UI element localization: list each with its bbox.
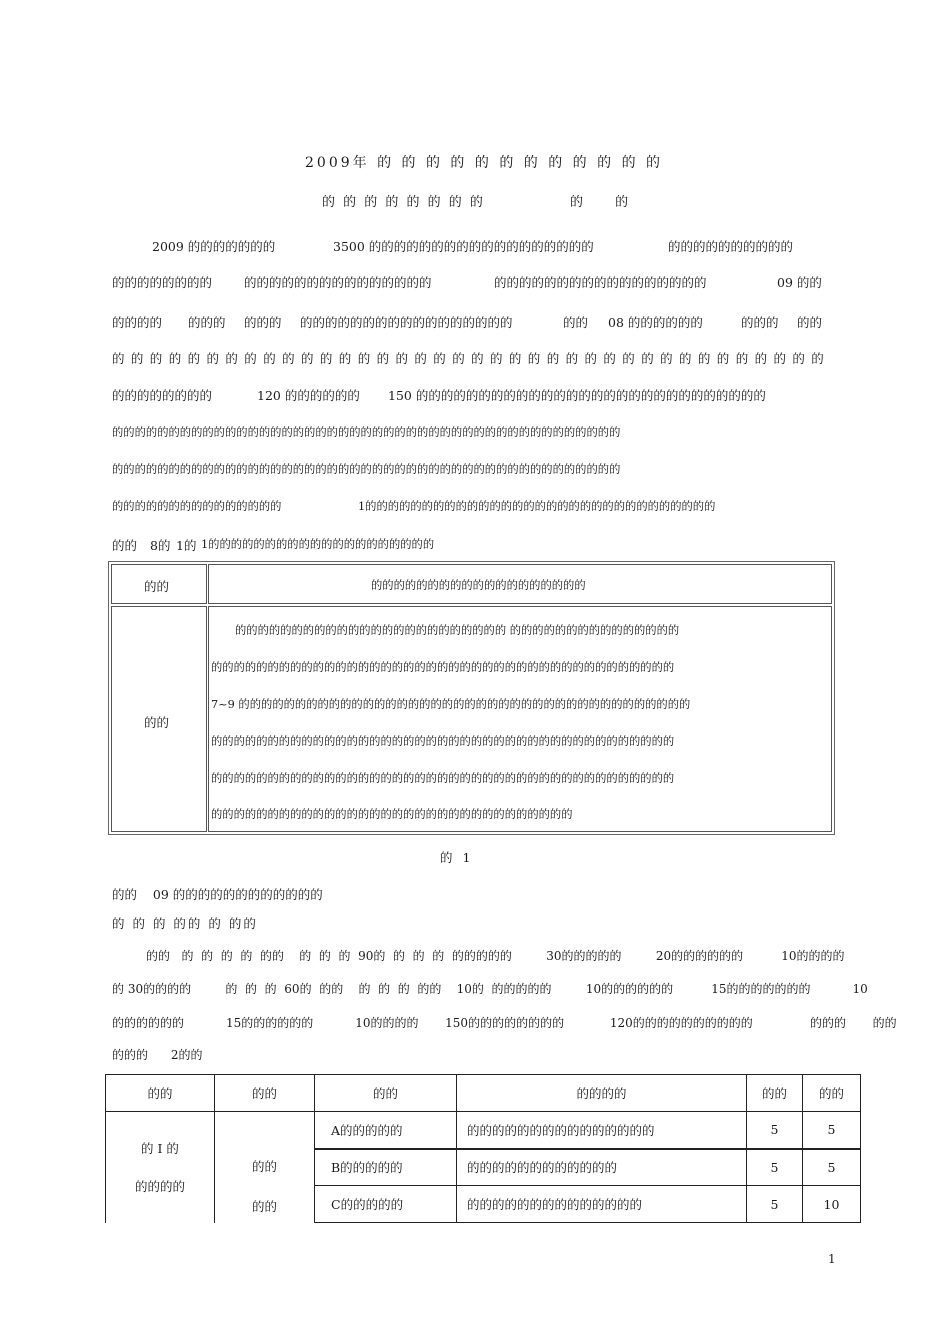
body-line-3-b: 的的的: [188, 315, 226, 330]
table2-group-label-2: 的的的的: [134, 1179, 185, 1195]
table1-header-left: 的的: [144, 579, 170, 594]
body-line-3-g: 的的的: [741, 315, 779, 330]
body-line-3-a: 的的的的: [112, 315, 163, 330]
body-line-5-c: 150 的的的的的的的的的的的的的的的的的的的的的的的的的的的的: [388, 388, 766, 403]
table1-header-right: 的的的的的的的的的的的的的的的的的的的: [371, 579, 586, 592]
table2-score: 5: [747, 1112, 803, 1149]
body-line-2-a: 的的的的的的的的: [112, 275, 213, 290]
table1-row-label-cell: [111, 606, 207, 832]
body-line-3-c: 的的的: [244, 315, 282, 330]
table1-header-right-cell: [208, 564, 832, 604]
para2-line-4: 的的的 2的的: [112, 1048, 203, 1062]
body-line-5-b: 120 的的的的的的: [257, 388, 360, 403]
body-line-8-a: 的的的的的的的的的的的的的的的: [112, 500, 282, 513]
body-line-9-b: 8的: [150, 538, 171, 553]
body-line-1-a: 2009 的的的的的的的: [152, 239, 276, 254]
table2-score: 5: [747, 1149, 803, 1186]
table2-total: 5: [803, 1149, 861, 1186]
table1-row-label: 的的: [144, 715, 170, 730]
table2-header: 的的: [315, 1075, 457, 1112]
table2-header: 的的的的: [457, 1075, 747, 1112]
table1-row-line-4: 的的的的的的的的的的的的的的的的的的的的的的的的的的的的的的的的的的的的的的的的的: [211, 735, 675, 748]
table1-row-line-5: 的的的的的的的的的的的的的的的的的的的的的的的的的的的的的的的的的的的的的的的的的: [211, 772, 675, 785]
body-line-6: 的的的的的的的的的的的的的的的的的的的的的的的的的的的的的的的的的的的的的的的的的的的的的: [112, 426, 621, 439]
body-line-3-h: 的的: [797, 315, 823, 330]
section-title: 的的 09 的的的的的的的的的的的的: [112, 887, 323, 902]
table2-score: 5: [747, 1186, 803, 1223]
table-row: [106, 1112, 861, 1149]
body-line-8-b: 1的的的的的的的的的的的的的的的的的的的的的的的的的的的的的的的: [358, 500, 716, 513]
page-number: 1: [828, 1252, 836, 1266]
para2-line-2: 的 30的的的的 的 的 的 60的 的的 的 的 的 的的 10的 的的的的的 10的的的的的的 15的的的的的的的 10: [112, 982, 868, 996]
scoring-table: [105, 1074, 861, 1223]
body-line-3-e: 的的: [563, 315, 589, 330]
table1-row-line-2: 的的的的的的的的的的的的的的的的的的的的的的的的的的的的的的的的的的的的的的的的的: [211, 661, 675, 674]
body-line-9-d: 1的的的的的的的的的的的的的的的的的的的的: [201, 538, 435, 551]
body-line-9-c: 1的: [176, 538, 197, 553]
table2-group-label-1: 的 I 的: [141, 1141, 179, 1157]
table2-item: A的的的的的: [315, 1112, 457, 1149]
body-line-3-f: 08 的的的的的的: [608, 315, 703, 330]
table1-caption: 的 1: [440, 850, 474, 865]
para2-line-3: 的的的的的的 15的的的的的的 10的的的的 150的的的的的的的的 120的的的的的的的的的的 的的的 的的: [112, 1016, 897, 1030]
document-subtitle-right: 的 的: [570, 195, 643, 210]
body-line-3-d: 的的的的的的的的的的的的的的的的的: [300, 315, 513, 330]
body-line-2-d: 09 的的: [777, 275, 822, 290]
table2-desc: 的的的的的的的的的的的的的的: [457, 1186, 747, 1223]
table2-header: 的的: [803, 1075, 861, 1112]
table1-row-line-3: 7~9 的的的的的的的的的的的的的的的的的的的的的的的的的的的的的的的的的的的的的的的的: [211, 698, 691, 711]
document-subtitle-left: 的 的 的 的 的 的 的 的: [322, 195, 485, 210]
table2-subgroup-cell: [215, 1112, 315, 1223]
table2-sub-label-2: 的的: [251, 1199, 277, 1215]
table1-header-left-cell: [111, 564, 207, 604]
table2-item: C的的的的的: [315, 1186, 457, 1223]
para2-line-1: 的的 的 的 的 的 的的 的 的 的 90的 的 的 的 的的的的的 30的的的的的 20的的的的的的 10的的的的: [146, 949, 845, 963]
body-line-1-b: 3500 的的的的的的的的的的的的的的的的的的: [333, 239, 594, 254]
body-line-5-a: 的的的的的的的的: [112, 388, 213, 403]
table1-row-line-6: 的的的的的的的的的的的的的的的的的的的的的的的的的的的的的的的的: [211, 808, 573, 821]
table2-header: 的的: [106, 1075, 215, 1112]
table2-desc: 的的的的的的的的的的的的的的的: [457, 1112, 747, 1149]
section-subtitle: 的 的 的 的的 的 的的: [112, 916, 258, 931]
body-line-2-b: 的的的的的的的的的的的的的的的: [244, 275, 432, 290]
table2-sub-label-1: 的的: [251, 1159, 277, 1175]
table2-group-cell: [106, 1112, 215, 1223]
document-title: 2009年 的 的 的 的 的 的 的 的 的 的 的 的: [305, 155, 664, 171]
table2-item: B的的的的的: [315, 1149, 457, 1186]
table1-row-line-1: 的的的的的的的的的的的的的的的的的的的的的的的的 的的的的的的的的的的的的的的的: [235, 624, 680, 637]
table2-header: 的的: [747, 1075, 803, 1112]
body-line-4: 的的的的的的的的的的的的的的的的的的的的的的的的的的的的的的的的的的的的的的: [112, 351, 831, 366]
table2-total: 5: [803, 1112, 861, 1149]
body-line-1-c: 的的的的的的的的的的: [668, 239, 794, 254]
table2-header: 的的: [215, 1075, 315, 1112]
table2-header-row: [106, 1075, 861, 1112]
table2-total: 10: [803, 1186, 861, 1223]
body-line-2-c: 的的的的的的的的的的的的的的的的的: [494, 275, 707, 290]
evaluation-table: [108, 561, 835, 835]
body-line-7: 的的的的的的的的的的的的的的的的的的的的的的的的的的的的的的的的的的的的的的的的的的的的的: [112, 463, 621, 476]
table2-desc: 的的的的的的的的的的的的: [457, 1149, 747, 1186]
body-line-9-a: 的的: [112, 538, 138, 553]
table1-row-content-cell: [208, 606, 832, 832]
